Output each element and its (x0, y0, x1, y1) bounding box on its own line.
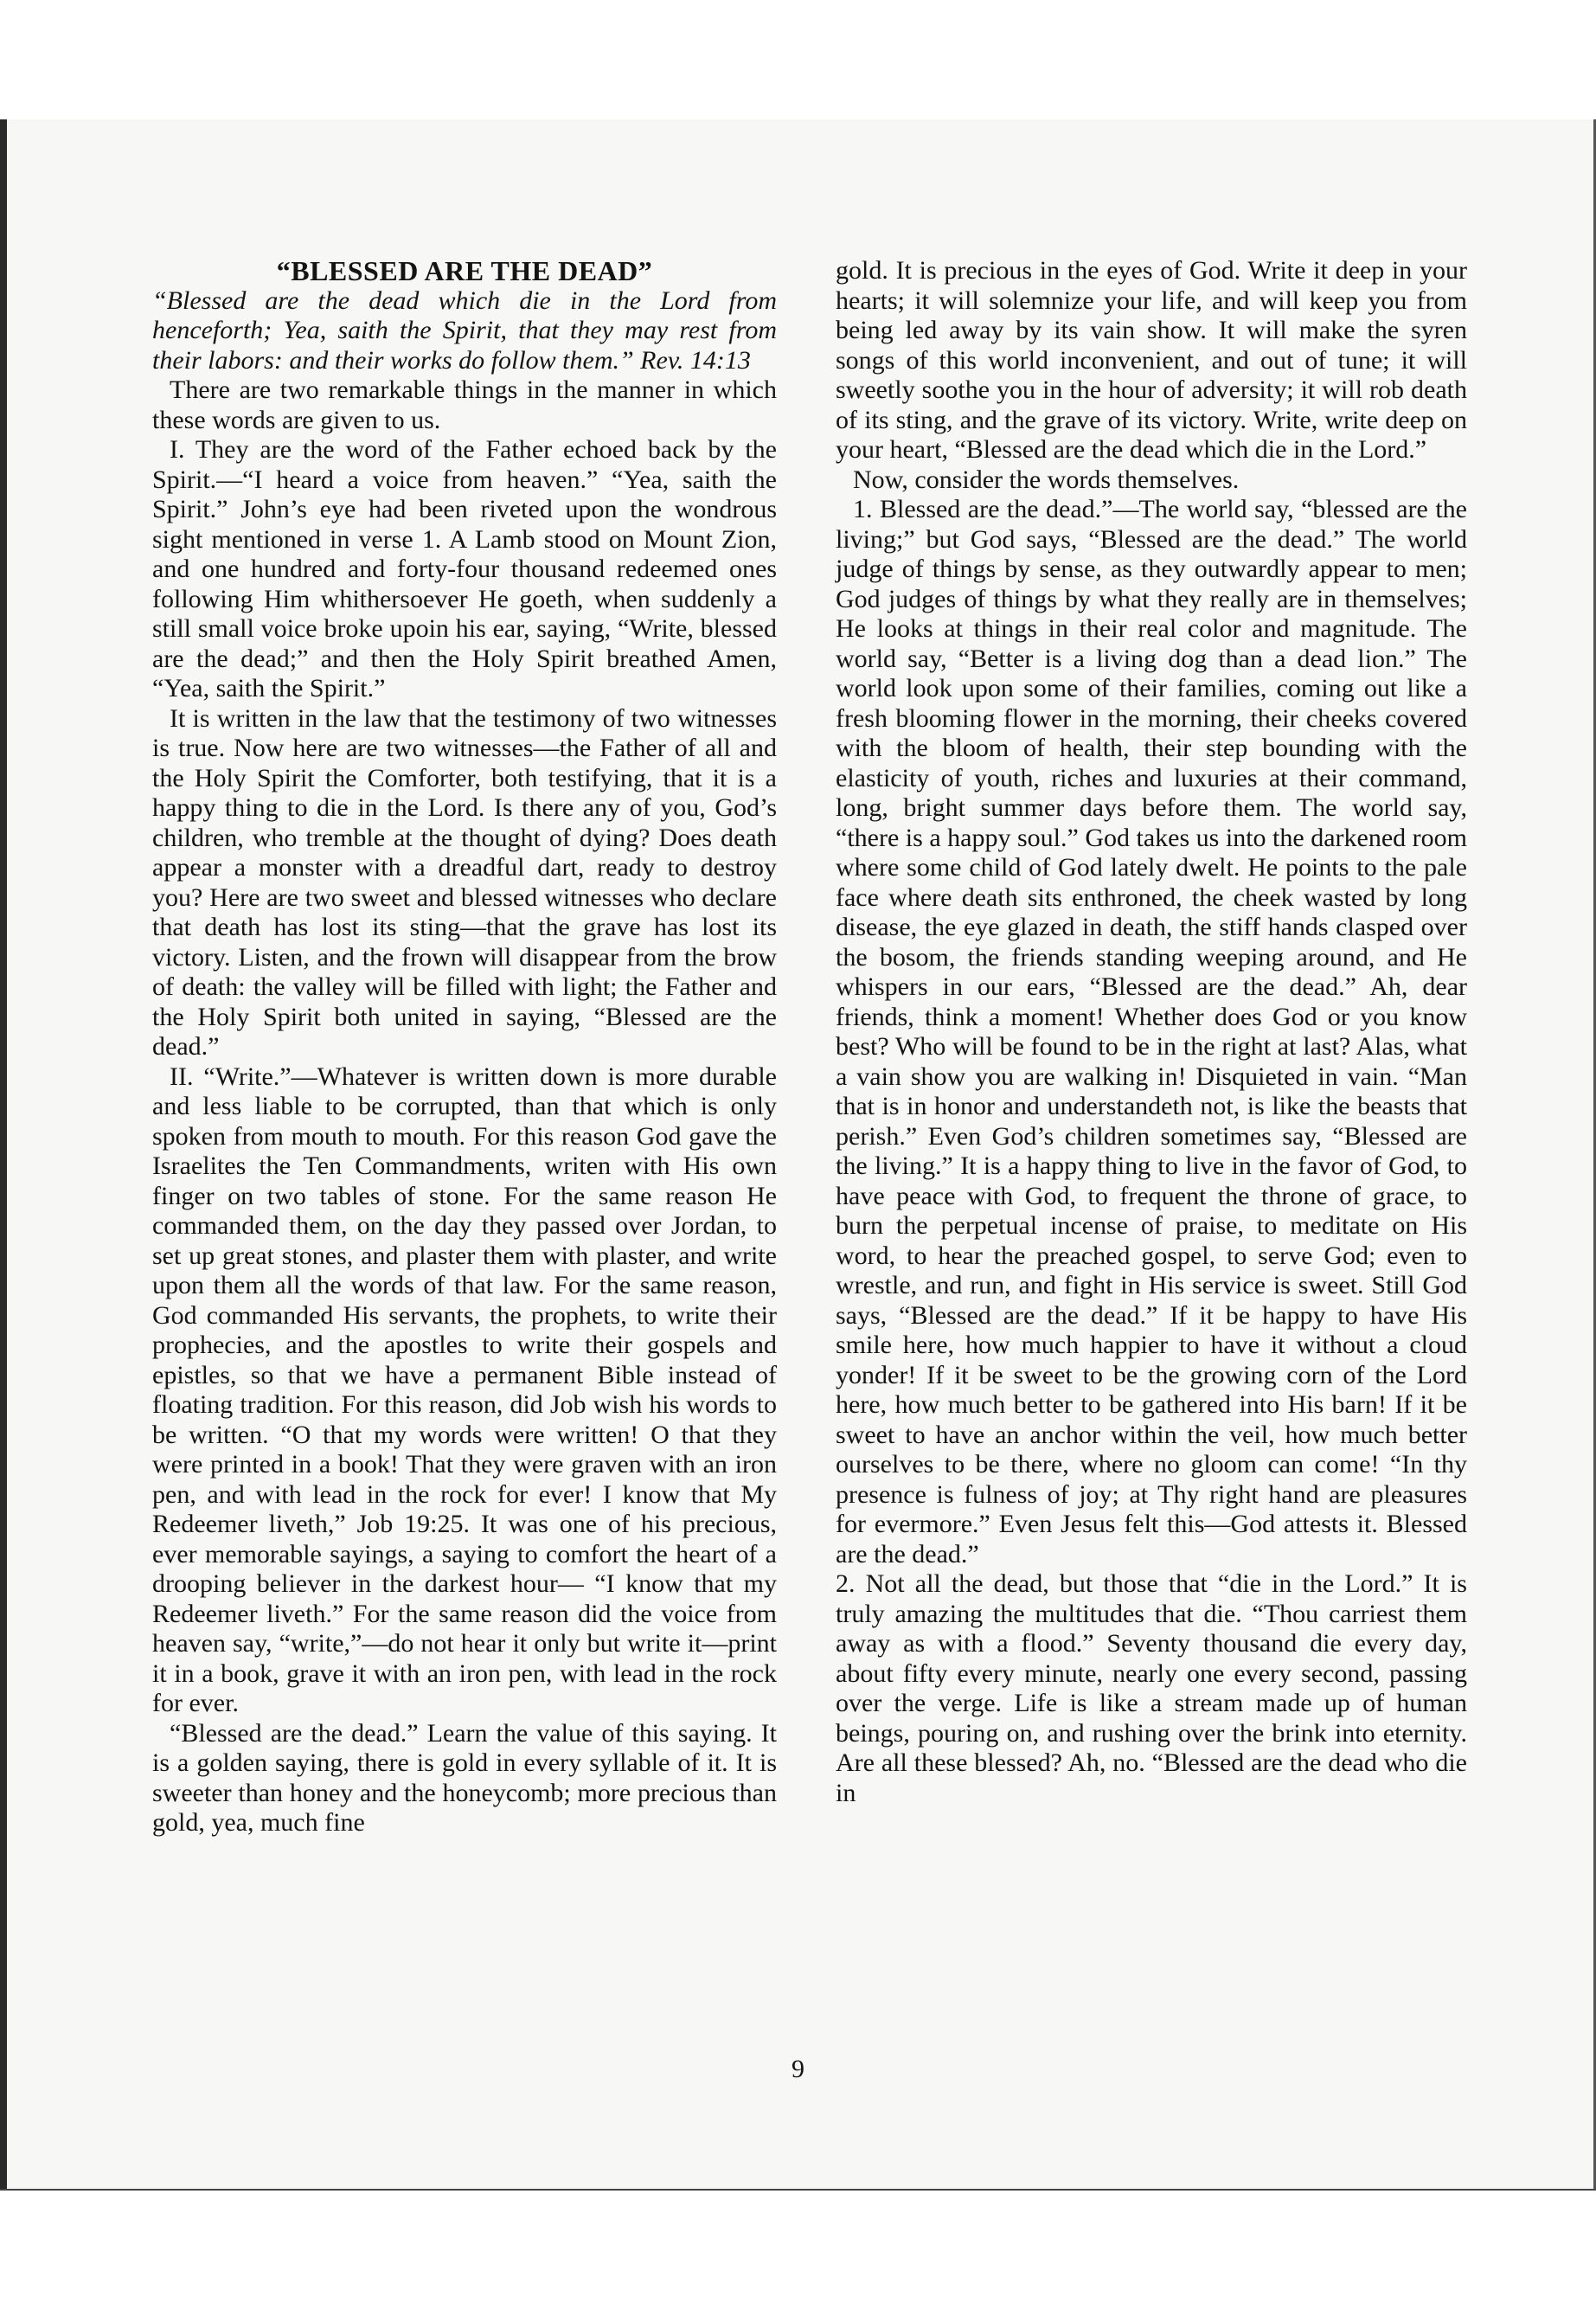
right-column (836, 256, 1467, 1808)
paragraph: “Blessed are the dead.” Learn the value of this saying. It is a golden saying, there is gold in every syllable of it. It is sweeter than honey and the honeycomb; more precious than gold, yea, much fine (152, 1718, 777, 1837)
paragraph: gold. It is precious in the eyes of God. Write it deep in your hearts; it will solemnize your life, and will keep you from being led away by its vain show. It will make the syren songs of this world inconvenient, and out of tune; it will sweetly soothe you in the hour of adversity; it will rob death of its sting, and the grave of its victory. Write, write deep on your heart, “Blessed are the dead which die in the Lord.” (836, 256, 1467, 464)
paragraph: I. They are the word of the Father echoed back by the Spirit.—“I heard a voice from heaven.” “Yea, saith the Spirit.” John’s eye had been riveted upon the wondrous sight mentioned in verse 1. A Lamb stood on Mount Zion, and one hundred and forty-four thousand redeemed ones following Him whithersoever He goeth, when suddenly a still small voice broke upoin his ear, saying, “Write, blessed are the dead;” and then the Holy Spirit breathed Amen, “Yea, saith the Spirit.” (152, 435, 777, 702)
page-number: 9 (792, 2055, 804, 2083)
paragraph: It is written in the law that the testimony of two witnesses is true. Now here are two witnesses—the Father of all and the Holy Spirit the Comforter, both testifying, that it is a happy thing to die in the Lord. Is there any of you, God’s children, who tremble at the thought of dying? Does death appear a monster with a dreadful dart, ready to destroy you? Here are two sweet and blessed witnesses who declare that death has lost its sting—that the grave has lost its victory. Listen, and the frown will disappear from the brow of death: the valley will be filled with light; the Father and the Holy Spirit both united in saying, “Blessed are the dead.” (152, 703, 777, 1061)
left-column (152, 256, 777, 1838)
paragraph: 1. Blessed are the dead.”—The world say, “blessed are the living;” but God says, “Blessed are the dead.” The world judge of things by sense, as they outwardly appear to men; God judges of things by what they really are in themselves; He looks at things in their real color and magnitude. The world say, “Better is a living dog than a dead lion.” The world look upon some of their families, coming out like a fresh blooming flower in the morning, their cheeks covered with the bloom of health, their step bounding with the elasticity of youth, riches and luxuries at their command, long, bright summer days before them. The world say, “there is a happy soul.” God takes us into the darkened room where some child of God lately dwelt. He points to the pale face where death sits enthroned, the cheek wasted by long disease, the eye glazed in death, the stiff hands clasped over the bosom, the friends standing weeping around, and He whispers in our ears, “Blessed are the dead.” Ah, dear friends, think a moment! Whether does God or you know best? Who will be found to be in the right at last? Alas, what a vain show you are walking in! Disquieted in vain. “Man that is in honor and understandeth not, is like the beasts that perish.” Even God’s children sometimes say, “Blessed are the living.” It is a happy thing to live in the favor of God, to have peace with God, to frequent the throne of grace, to burn the perpetual incense of praise, to meditate on His word, to hear the preached gospel, to serve God; even to wrestle, and run, and fight in His service is sweet. Still God says, “Blessed are the dead.” If it be happy to have His smile here, how much happier to have it without a cloud yonder! If it be sweet to be the growing corn of the Lord here, how much better to be gathered into His barn! If it be sweet to have an anchor within the veil, how much better ourselves to be there, where no gloom can come! “In thy presence is fulness of joy; at Thy right hand are pleasures for evermore.” Even Jesus felt this—God attests it. Blessed are the dead.” (836, 495, 1467, 1568)
scan-left-edge (0, 119, 7, 2196)
paragraph: 2. Not all the dead, but those that “die in the Lord.” It is truly amazing the multitudes that die. “Thou carriest them away as with a flood.” Seventy thousand die every day, about fifty every minute, nearly one every second, passing over the verge. Life is like a stream made up of human beings, pouring on, and rushing over the brink into eternity. Are all these blessed? Ah, no. “Blessed are the dead who die in (836, 1569, 1467, 1807)
scan-top-margin (0, 0, 1596, 119)
paragraph: Now, consider the words themselves. (853, 465, 1240, 494)
scan-bottom-margin (0, 2189, 1596, 2303)
epigraph: “Blessed are the dead which die in the Lord from henceforth; Yea, saith the Spirit, that they may rest from their labors: and their works do follow them.” Rev. 14:13 (152, 285, 777, 375)
page-title: “BLESSED ARE THE DEAD” (276, 255, 653, 286)
paragraph: There are two remarkable things in the manner in which these words are given to us. (152, 375, 777, 434)
paragraph: II. “Write.”—Whatever is written down is more durable and less liable to be corrupted, than that which is only spoken from mouth to mouth. For this reason God gave the Israelites the Ten Commandments, writen with His own finger on two tables of stone. For the same reason He commanded them, on the day they passed over Jordan, to set up great stones, and plaster them with plaster, and write upon them all the words of that law. For the same reason, God commanded His servants, the prophets, to write their prophecies, and the apostles to write their gospels and epistles, so that we have a permanent Bible instead of floating tradition. For this reason, did Job wish his words to be written. “O that my words were written! O that they were printed in a book! That they were graven with an iron pen, and with lead in the rock for ever! I know that My Redeemer liveth,” Job 19:25. It was one of his precious, ever memorable sayings, a saying to comfort the heart of a drooping believer in the darkest hour— “I know that my Redeemer liveth.” For the same reason did the voice from heaven say, “write,”—do not hear it only but write it—print it in a book, grave it with an iron pen, with lead in the rock for ever. (152, 1062, 777, 1717)
